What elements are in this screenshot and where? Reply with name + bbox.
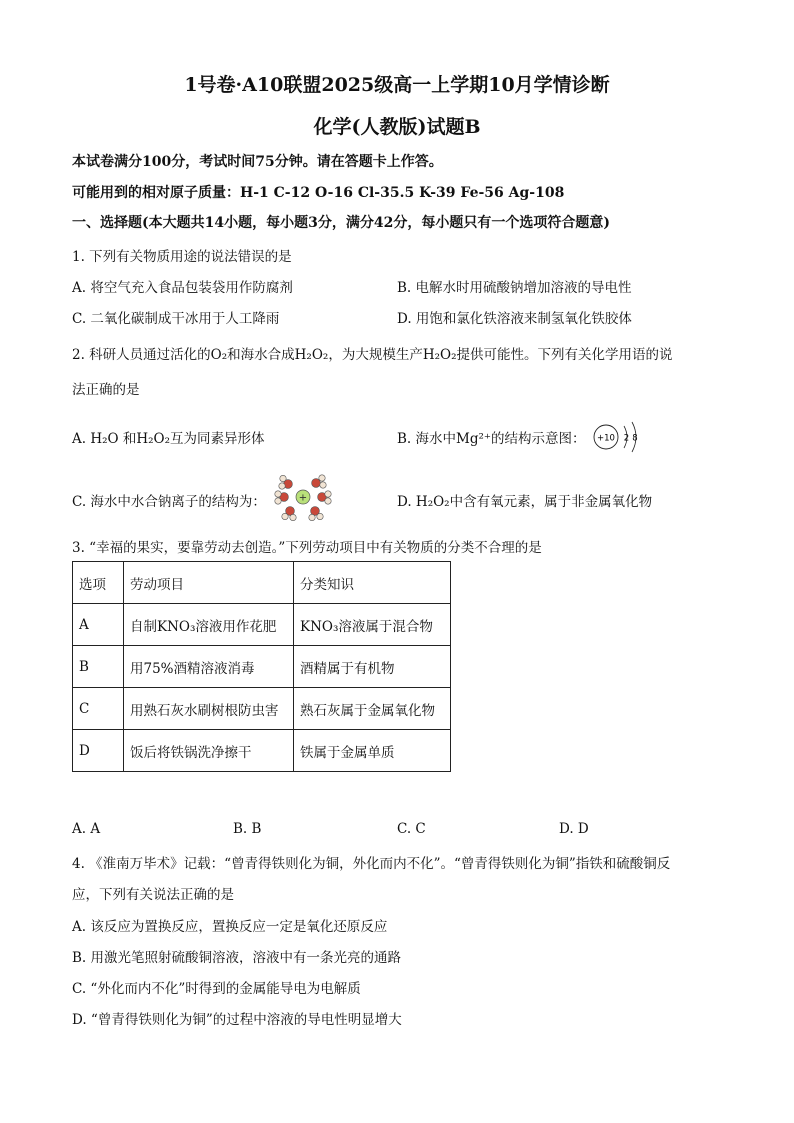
q4-stem-line2: 应，下列有关说法正确的是 <box>72 887 234 903</box>
section-heading: 一、选择题(本大题共14小题，每小题3分，满分42分，每小题只有一个选项符合题意) <box>72 215 610 231</box>
q4-option-d: D. “曾青得铁则化为铜”的过程中溶液的导电性明显增大 <box>72 1012 402 1028</box>
q4-option-a: A. 该反应为置换反应，置换反应一定是氧化还原反应 <box>72 919 388 935</box>
table-header-cell: 分类知识 <box>294 562 451 604</box>
q3-option-c: C. C <box>397 821 426 837</box>
hydrated-sodium-ion-diagram <box>274 472 332 522</box>
table-row <box>73 688 451 730</box>
q1-option-d: D. 用饱和氯化铁溶液来制氢氧化铁胶体 <box>397 311 632 327</box>
atomic-masses: 可能用到的相对原子质量：H-1 C-12 O-16 Cl-35.5 K-39 Fe-56 Ag-108 <box>72 185 565 201</box>
table-header-cell: 选项 <box>73 562 124 604</box>
mg-shell1-label: 2 <box>623 433 630 444</box>
table-cell: A <box>73 604 124 646</box>
q4-option-b: B. 用激光笔照射硫酸铜溶液，溶液中有一条光亮的通路 <box>72 950 402 966</box>
q2-option-a: A. H₂O 和H₂O₂互为同素异形体 <box>72 431 265 447</box>
q1-stem: 1. 下列有关物质用途的说法错误的是 <box>72 249 292 265</box>
table-cell: 铁属于金属单质 <box>294 730 451 772</box>
sodium-ion-charge-label: + <box>298 492 308 504</box>
water-molecule-top-right <box>312 475 327 488</box>
q1-option-b: B. 电解水时用硫酸钠增加溶液的导电性 <box>397 280 632 296</box>
q2-option-c: C. 海水中水合钠离子的结构为： <box>72 494 266 510</box>
table-row <box>73 604 451 646</box>
q3-option-b: B. B <box>233 821 262 837</box>
water-molecule-top-left <box>279 475 293 489</box>
mg-shell2-label: 8 <box>632 433 638 444</box>
q3-stem: 3. “幸福的果实，要靠劳动去创造。”下列劳动项目中有关物质的分类不合理的是 <box>72 540 542 556</box>
table-row <box>73 646 451 688</box>
exam-subtitle: 化学(人教版)试题B <box>313 116 481 138</box>
table-cell: D <box>73 730 124 772</box>
mg-nucleus-label: +10 <box>597 433 615 444</box>
q2-stem-line2: 法正确的是 <box>72 382 140 398</box>
table-cell: C <box>73 688 124 730</box>
q1-option-c: C. 二氧化碳制成干冰用于人工降雨 <box>72 311 280 327</box>
q3-option-d: D. D <box>559 821 589 837</box>
exam-title: 1号卷·A10联盟2025级高一上学期10月学情诊断 <box>184 74 610 96</box>
table-cell: 用75%酒精溶液消毒 <box>124 646 294 688</box>
q2-stem-line1: 2. 科研人员通过活化的O₂和海水合成H₂O₂，为大规模生产H₂O₂提供可能性。下列有关化学用语的说 <box>72 347 673 363</box>
table-cell: B <box>73 646 124 688</box>
q2-option-b: B. 海水中Mg²⁺的结构示意图： <box>397 431 586 447</box>
mg-ion-structure-diagram <box>590 417 648 457</box>
table-row <box>73 730 451 772</box>
table-cell: 自制KNO₃溶液用作花肥 <box>124 604 294 646</box>
q4-option-c: C. “外化而内不化”时得到的金属能导电为电解质 <box>72 981 361 997</box>
exam-instructions: 本试卷满分100分，考试时间75分钟。请在答题卡上作答。 <box>72 154 443 170</box>
water-molecule-bottom-left <box>282 507 296 521</box>
water-molecule-right <box>318 491 332 504</box>
water-molecule-left <box>275 491 289 504</box>
table-cell: 熟石灰属于金属氧化物 <box>294 688 451 730</box>
q4-stem-line1: 4. 《淮南万毕术》记载：“曾青得铁则化为铜，外化而内不化”。“曾青得铁则化为铜”指铁和硫酸铜反 <box>72 856 671 872</box>
q3-option-a: A. A <box>72 821 101 837</box>
table-cell: 饭后将铁锅洗净擦干 <box>124 730 294 772</box>
q1-option-a: A. 将空气充入食品包装袋用作防腐剂 <box>72 280 293 296</box>
q2-option-d: D. H₂O₂中含有氧元素，属于非金属氧化物 <box>397 494 653 510</box>
water-molecule-bottom-right <box>309 507 323 521</box>
table-header-cell: 劳动项目 <box>124 562 294 604</box>
table-cell: 酒精属于有机物 <box>294 646 451 688</box>
classification-table <box>72 561 451 772</box>
table-cell: 用熟石灰水刷树根防虫害 <box>124 688 294 730</box>
table-header-row <box>73 562 451 604</box>
table-cell: KNO₃溶液属于混合物 <box>294 604 451 646</box>
